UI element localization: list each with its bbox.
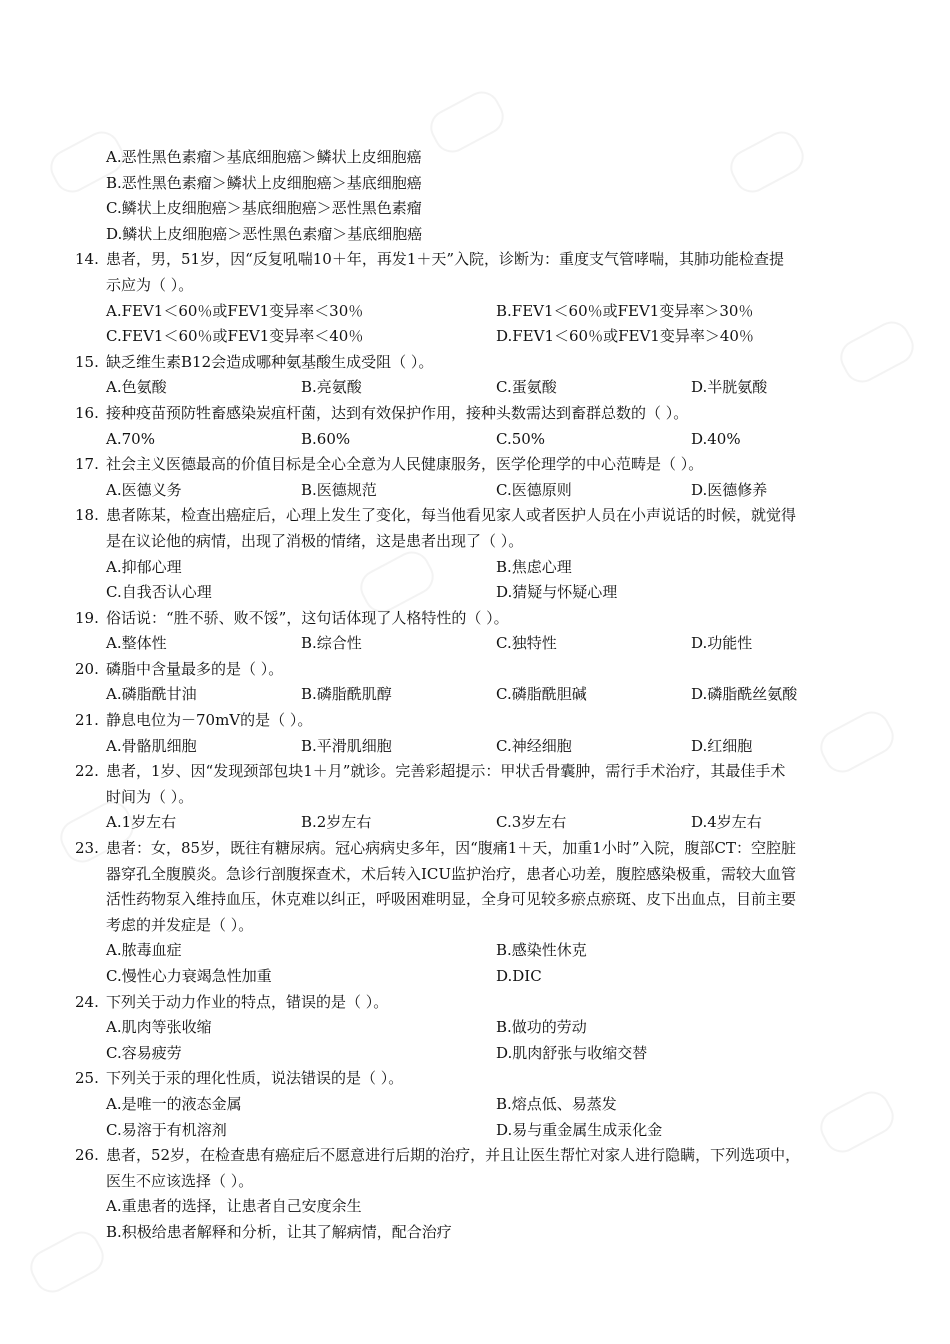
q24-option-a: A.肌肉等张收缩 [106, 1018, 212, 1037]
q16-option-b: B.60% [301, 429, 351, 448]
q23-stem-line [0, 913, 950, 939]
q13-option-c-row [0, 196, 950, 222]
q16-option-a: A.70% [106, 429, 155, 448]
q25-stem-line [0, 1066, 950, 1092]
q20-option-a: A.磷脂酰甘油 [106, 685, 197, 704]
q17-options-row [0, 478, 950, 504]
q24-option-d: D.肌肉舒张与收缩交替 [496, 1043, 648, 1062]
q24-number: 24. [75, 992, 99, 1011]
q23-stem-line [0, 887, 950, 913]
q18-option-c: C.自我否认心理 [106, 583, 212, 602]
q26-stem-line [0, 1169, 950, 1195]
q19-number: 19. [75, 608, 99, 627]
q18-option-d: D.猜疑与怀疑心理 [496, 583, 618, 602]
q14-option-c: C.FEV1＜60％或FEV1变异率＜40％ [106, 327, 364, 346]
q14-option-d: D.FEV1＜60％或FEV1变异率＞40％ [496, 327, 754, 346]
q17-option-b: B.医德规范 [301, 480, 377, 499]
q19-option-b: B.综合性 [301, 634, 362, 653]
q15-option-a: A.色氨酸 [106, 378, 167, 397]
q22-option-a: A.1岁左右 [106, 813, 177, 832]
q22-stem-line [0, 759, 950, 785]
q25-stem: 下列关于汞的理化性质，说法错误的是（ ）。 [106, 1069, 404, 1088]
q14-stem: 患者，男，51岁，因“反复吼喘10＋年，再发1＋天”入院，诊断为：重度支气管哮喘，其肺功能检查提 [106, 250, 785, 269]
q21-options-row [0, 734, 950, 760]
q18-option-a: A.抑郁心理 [106, 557, 182, 576]
q25-option-c: C.易溶于有机溶剂 [106, 1120, 227, 1139]
q20-stem: 磷脂中含量最多的是（ ）。 [106, 659, 284, 678]
q23-options-row [0, 938, 950, 964]
q18-stem: 患者陈某，检查出癌症后，心理上发生了变化，每当他看见家人或者医护人员在小声说话的时候，就觉得 [106, 506, 797, 525]
q24-stem: 下列关于动力作业的特点，错误的是（ ）。 [106, 992, 389, 1011]
q25-options-row [0, 1118, 950, 1144]
q15-options-row [0, 375, 950, 401]
q21-number: 21. [75, 711, 99, 730]
q21-stem: 静息电位为－70mV的是（ ）。 [106, 711, 313, 730]
q19-options-row [0, 631, 950, 657]
q13-option-b: B.恶性黑色素瘤＞鳞状上皮细胞癌＞基底细胞癌 [106, 173, 422, 192]
q22-stem: 患者，1岁、因“发现颈部包块1＋月”就诊。完善彩超提示：甲状舌骨囊肿，需行手术治疗，其最佳手术 [106, 762, 786, 781]
q16-option-c: C.50% [496, 429, 546, 448]
q18-stem-line [0, 529, 950, 555]
q18-options-row [0, 555, 950, 581]
q13-option-b-row [0, 171, 950, 197]
q24-options-row [0, 1041, 950, 1067]
q17-option-a: A.医德义务 [106, 480, 182, 499]
q26-stem-line [0, 1143, 950, 1169]
q20-number: 20. [75, 659, 99, 678]
q15-option-d: D.半胱氨酸 [691, 378, 768, 397]
q22-stem: 时间为（ ）。 [106, 787, 194, 806]
q26-stem: 医生不应该选择（ ）。 [106, 1171, 254, 1190]
q16-stem-line [0, 401, 950, 427]
q26-option-b-row [0, 1220, 950, 1246]
q22-options-row [0, 810, 950, 836]
q17-option-d: D.医德修养 [691, 480, 768, 499]
q14-stem-line [0, 247, 950, 273]
q13-option-a-row [0, 145, 950, 171]
q20-option-d: D.磷脂酰丝氨酸 [691, 685, 798, 704]
q18-number: 18. [75, 506, 99, 525]
q16-option-d: D.40% [691, 429, 741, 448]
q20-option-c: C.磷脂酰胆碱 [496, 685, 587, 704]
q13-option-d: D.鳞状上皮细胞癌＞恶性黑色素瘤＞基底细胞癌 [106, 224, 423, 243]
q21-option-b: B.平滑肌细胞 [301, 736, 392, 755]
q25-options-row [0, 1092, 950, 1118]
q26-option-a-row [0, 1194, 950, 1220]
q22-option-d: D.4岁左右 [691, 813, 762, 832]
q14-options-row [0, 324, 950, 350]
q19-option-d: D.功能性 [691, 634, 753, 653]
q14-number: 14. [75, 250, 99, 269]
q14-option-b: B.FEV1＜60％或FEV1变异率＞30％ [496, 301, 754, 320]
q23-option-a: A.脓毒血症 [106, 941, 182, 960]
q20-stem-line [0, 657, 950, 683]
q16-options-row [0, 427, 950, 453]
q22-stem-line [0, 785, 950, 811]
q24-option-c: C.容易疲劳 [106, 1043, 182, 1062]
q24-options-row [0, 1015, 950, 1041]
q13-option-c: C.鳞状上皮细胞癌＞基底细胞癌＞恶性黑色素瘤 [106, 199, 422, 218]
q13-option-a: A.恶性黑色素瘤＞基底细胞癌＞鳞状上皮细胞癌 [106, 148, 422, 166]
q17-stem: 社会主义医德最高的价值目标是全心全意为人民健康服务，医学伦理学的中心范畴是（ ）。 [106, 455, 704, 474]
q21-option-d: D.红细胞 [691, 736, 753, 755]
q14-options-row [0, 299, 950, 325]
q23-stem-line [0, 836, 950, 862]
q14-option-a: A.FEV1＜60％或FEV1变异率＜30％ [106, 301, 364, 320]
q14-stem: 示应为（ ）。 [106, 275, 194, 294]
q23-stem: 考虑的并发症是（ ）。 [106, 915, 254, 934]
q19-stem: 俗话说：“胜不骄、败不馁”，这句话体现了人格特性的（ ）。 [106, 608, 509, 627]
q23-option-b: B.感染性休克 [496, 941, 587, 960]
q24-option-b: B.做功的劳动 [496, 1018, 587, 1037]
q18-option-b: B.焦虑心理 [496, 557, 572, 576]
q21-option-a: A.骨骼肌细胞 [106, 736, 197, 755]
q21-stem-line [0, 708, 950, 734]
q24-stem-line [0, 990, 950, 1016]
q18-options-row [0, 580, 950, 606]
q15-option-b: B.亮氨酸 [301, 378, 362, 397]
q25-number: 25. [75, 1069, 99, 1088]
q16-number: 16. [75, 403, 99, 422]
q18-stem: 是在议论他的病情，出现了消极的情绪，这是患者出现了（ ）。 [106, 531, 524, 550]
q23-options-row [0, 964, 950, 990]
q26-stem: 患者，52岁，在检查患有癌症后不愿意进行后期的治疗，并且让医生帮忙对家人进行隐瞒，下列选项中， [106, 1146, 801, 1165]
q23-stem: 患者：女，85岁，既往有糖尿病。冠心病病史多年，因“腹痛1＋天，加重1小时”入院，腹部CT：空腔脏 [106, 839, 796, 858]
q19-option-c: C.独特性 [496, 634, 557, 653]
q21-option-c: C.神经细胞 [496, 736, 572, 755]
q26-option-a: A.重患者的选择，让患者自己安度余生 [106, 1197, 362, 1216]
q25-option-d: D.易与重金属生成汞化金 [496, 1120, 663, 1139]
q17-stem-line [0, 452, 950, 478]
q22-option-b: B.2岁左右 [301, 813, 372, 832]
q20-options-row [0, 682, 950, 708]
q16-stem: 接种疫苗预防牲畜感染炭疽杆菌，达到有效保护作用，接种头数需达到畜群总数的（ ）。 [106, 403, 689, 422]
q25-option-a: A.是唯一的液态金属 [106, 1094, 242, 1113]
q19-stem-line [0, 606, 950, 632]
q15-number: 15. [75, 352, 99, 371]
q15-option-c: C.蛋氨酸 [496, 378, 557, 397]
q20-option-b: B.磷脂酰肌醇 [301, 685, 392, 704]
q15-stem-line [0, 350, 950, 376]
q14-stem-line [0, 273, 950, 299]
q23-stem: 器穿孔全腹膜炎。急诊行剖腹探查术，术后转入ICU监护治疗，患者心功差，腹腔感染极重，需较大血管 [106, 864, 797, 883]
q26-option-b: B.积极给患者解释和分析，让其了解病情，配合治疗 [106, 1222, 452, 1241]
q17-number: 17. [75, 455, 99, 474]
q15-stem: 缺乏维生素B12会造成哪种氨基酸生成受阻（ ）。 [106, 352, 434, 371]
q19-option-a: A.整体性 [106, 634, 167, 653]
q17-option-c: C.医德原则 [496, 480, 572, 499]
q23-stem: 活性药物泵入维持血压，休克难以纠正，呼吸困难明显，全身可见较多瘀点瘀斑、皮下出血点，目前主要 [106, 890, 797, 909]
exam-page [0, 145, 950, 1246]
q23-stem-line [0, 862, 950, 888]
q23-number: 23. [75, 839, 99, 858]
q13-option-d-row [0, 222, 950, 248]
q23-option-d: D.DIC [496, 967, 542, 985]
q18-stem-line [0, 503, 950, 529]
q25-option-b: B.熔点低、易蒸发 [496, 1094, 617, 1113]
q22-option-c: C.3岁左右 [496, 813, 567, 832]
q22-number: 22. [75, 762, 99, 781]
q26-number: 26. [75, 1146, 99, 1165]
q23-option-c: C.慢性心力衰竭急性加重 [106, 967, 272, 985]
